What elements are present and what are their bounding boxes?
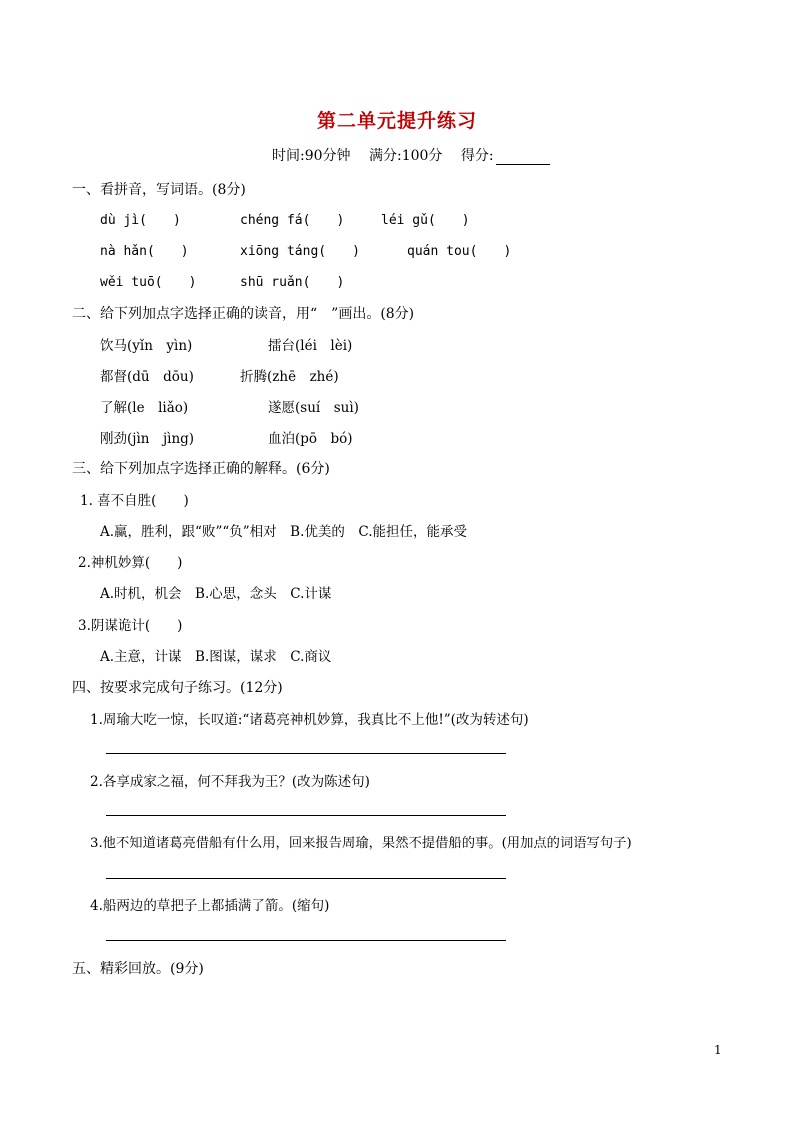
page-title: 第二单元提升练习 xyxy=(316,110,477,132)
answer-line-3[interactable] xyxy=(106,878,506,879)
reading-item-6: 遂愿(suí suì) xyxy=(268,400,359,416)
section2-heading: 二、给下列加点字选择正确的读音，用“ ”画出。(8分) xyxy=(72,306,415,322)
pinyin-item-1: dù jì( ) xyxy=(100,213,181,228)
pinyin-item-8: shū ruǎn( ) xyxy=(240,275,345,290)
answer-line-4[interactable] xyxy=(106,940,506,941)
answer-line-2[interactable] xyxy=(106,815,506,816)
exam-meta xyxy=(272,145,564,165)
pinyin-item-6: quán tou( ) xyxy=(407,244,512,259)
time-info: 时间:90分钟 xyxy=(272,148,351,164)
section3-question-3: 3.阴谋诡计( ) xyxy=(78,618,183,634)
section5-heading: 五、精彩回放。(9分) xyxy=(72,961,204,977)
section4-heading: 四、按要求完成句子练习。(12分) xyxy=(72,680,283,696)
section3-question-1: 1. 喜不自胜( ) xyxy=(80,493,189,509)
score-label: 得分: xyxy=(460,148,494,164)
section3-question-2: 2.神机妙算( ) xyxy=(78,555,183,571)
section1-heading: 一、看拼音，写词语。(8分) xyxy=(72,182,246,198)
pinyin-item-4: nà hǎn( ) xyxy=(100,244,189,259)
pinyin-item-2: chéng fá( ) xyxy=(240,213,345,228)
reading-item-2: 擂台(léi lèi) xyxy=(268,338,353,354)
reading-item-7: 刚劲(jìn jìng) xyxy=(100,431,195,447)
section3-options-3: A.主意，计谋 B.图谋，谋求 C.商议 xyxy=(100,649,332,665)
section4-question-4: 4.船两边的草把子上都插满了箭。(缩句) xyxy=(90,898,330,914)
section4-question-3: 3.他不知道诸葛亮借船有什么用，回来报告周瑜，果然不提借船的事。(用加点的词语写句子) xyxy=(90,836,632,851)
pinyin-item-3: léi gǔ( ) xyxy=(381,213,470,228)
section4-question-1: 1.周瑜大吃一惊，长叹道:“诸葛亮神机妙算，我真比不上他!”(改为转述句) xyxy=(90,712,529,728)
section3-heading: 三、给下列加点字选择正确的解释。(6分) xyxy=(72,461,330,477)
reading-item-5: 了解(le liǎo) xyxy=(100,400,189,416)
pinyin-item-7: wěi tuō( ) xyxy=(100,275,197,290)
score-blank[interactable] xyxy=(496,150,550,165)
section3-options-2: A.时机，机会 B.心思，念头 C.计谋 xyxy=(100,586,332,602)
page-number: 1 xyxy=(714,1043,722,1057)
section4-question-2: 2.各享成家之福，何不拜我为王？(改为陈述句) xyxy=(90,774,370,790)
reading-item-3: 都督(dū dōu) xyxy=(100,369,194,385)
reading-item-8: 血泊(pō bó) xyxy=(268,431,353,447)
full-score-info: 满分:100分 xyxy=(368,148,443,164)
section3-options-1: A.赢，胜利，跟“败”“负”相对 B.优美的 C.能担任，能承受 xyxy=(100,524,467,540)
pinyin-item-5: xiōng táng( ) xyxy=(240,244,360,259)
reading-item-4: 折腾(zhē zhé) xyxy=(240,369,339,385)
answer-line-1[interactable] xyxy=(106,753,506,754)
reading-item-1: 饮马(yǐn yìn) xyxy=(100,338,193,354)
